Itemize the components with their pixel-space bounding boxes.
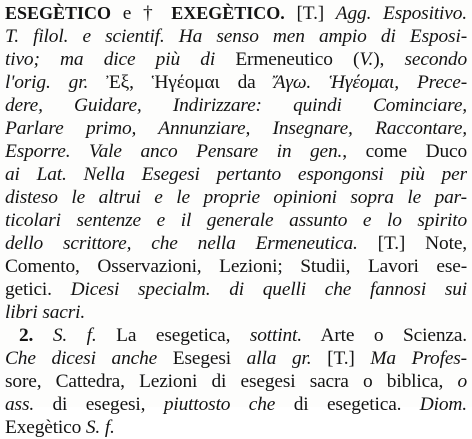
- text-segment: alla gr.: [246, 348, 312, 369]
- text-segment: 2.: [19, 325, 53, 346]
- text-segment: ),: [373, 49, 405, 70]
- text-segment: sore, Cattedra, Lezioni di esegesi sacra o biblica,: [5, 371, 458, 392]
- text-segment: getici.: [5, 279, 71, 300]
- entry-line: [5, 163, 467, 186]
- entry-line: [5, 278, 467, 301]
- headword: EXEGÈTICO.: [171, 3, 285, 23]
- text-segment: o: [457, 371, 467, 392]
- text-segment: Diom.: [419, 394, 467, 415]
- entry-line: [5, 48, 467, 71]
- entry-line: [5, 209, 467, 232]
- entry-line: [5, 140, 467, 163]
- text-segment: dello scrittore, che nella Ermeneutica.: [5, 233, 358, 254]
- text-segment: Agg. Espositivo.: [335, 3, 467, 24]
- dictionary-entry: [5, 2, 467, 439]
- text-segment: ticolari sentenze e il generale assunto e lo spirito: [5, 210, 467, 231]
- entry-line: [5, 117, 467, 140]
- text-segment: Parlare primo, Annunziare, Insegnare, Raccontare,: [5, 118, 467, 139]
- text-segment: Arte o Scienza.: [302, 325, 467, 346]
- text-segment: V.: [359, 49, 374, 70]
- text-segment: disteso le altrui e le proprie opinioni sopra le par-: [5, 187, 467, 208]
- text-segment: Esporre. Vale anco Pensare in gen.: [5, 141, 343, 162]
- entry-line: [5, 255, 467, 278]
- headword: ESEGÈTICO: [5, 3, 112, 23]
- text-segment: S. f.: [85, 417, 115, 438]
- entry-line: [5, 416, 467, 439]
- entry-line: [5, 347, 467, 370]
- entry-line: [5, 71, 467, 94]
- entry-line: [5, 186, 467, 209]
- text-segment: ass.: [5, 394, 35, 415]
- text-segment: T. filol. e scientif. Ha senso men ampio di Esposi-: [5, 26, 467, 47]
- entry-line: [5, 94, 467, 117]
- text-segment: ai Lat. Nella Esegesi pertanto espongonsi più per: [5, 164, 467, 185]
- text-segment: sottint.: [249, 325, 302, 346]
- text-segment: Esegesi: [172, 348, 247, 369]
- entry-line: [5, 393, 467, 416]
- text-segment: secondo: [404, 49, 467, 70]
- entry-line: [5, 232, 467, 255]
- text-segment: l'orig. gr.: [5, 72, 107, 93]
- text-segment: [T.]: [284, 3, 336, 24]
- text-segment: Che dicesi anche: [5, 348, 173, 369]
- text-segment: Exegètico: [5, 417, 86, 438]
- text-segment: Ἄγω. Ἡγέομαι, Prece-: [273, 72, 467, 93]
- entry-line: [5, 2, 467, 25]
- text-segment: La esegetica,: [96, 325, 250, 346]
- text-segment: , come Duco: [342, 141, 467, 162]
- entry-line: [5, 25, 467, 48]
- text-segment: [T.]: [311, 348, 371, 369]
- text-segment: Comento, Osservazioni, Lezioni; Studii, Lavori ese-: [5, 256, 467, 277]
- text-segment: libri sacri.: [5, 302, 86, 323]
- entry-line: [5, 301, 467, 324]
- text-segment: Dicesi specialm. di quelli che fannosi sui: [70, 279, 467, 300]
- text-segment: Ma Profes-: [370, 348, 467, 369]
- text-segment: S. f.: [52, 325, 97, 346]
- text-segment: piuttosto che: [163, 394, 276, 415]
- text-segment: dere, Guidare, Indirizzare: quindi Cominciare,: [5, 95, 467, 116]
- text-segment: Ἐξ, Ἡγέομαι da: [106, 72, 274, 93]
- text-segment: [T.] Note,: [357, 233, 467, 254]
- text-segment: e †: [111, 3, 172, 24]
- text-segment: di esegesi,: [34, 394, 164, 415]
- text-segment: Ermeneutico (: [235, 49, 360, 70]
- text-segment: tivo; ma dice più di: [5, 49, 236, 70]
- text-segment: di esegetica.: [275, 394, 420, 415]
- entry-line: [5, 324, 467, 347]
- entry-line: [5, 370, 467, 393]
